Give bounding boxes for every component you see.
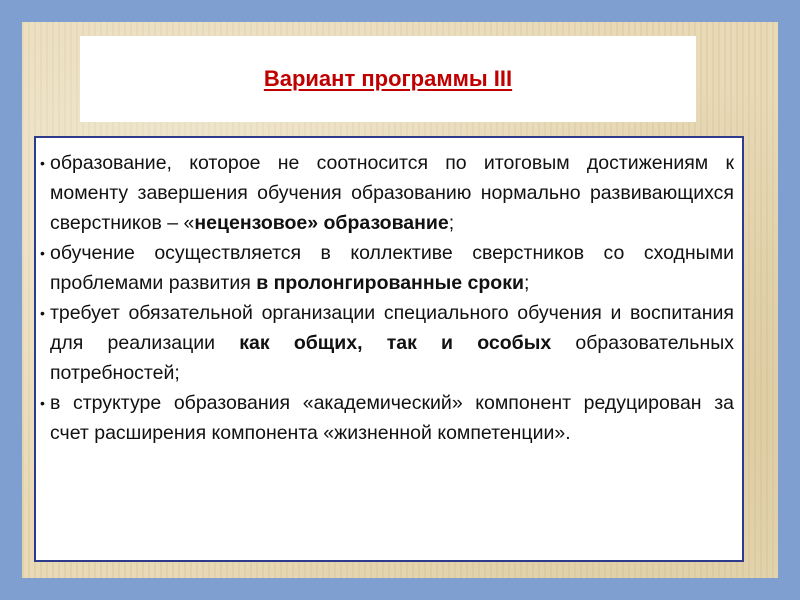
bullet-bold-text: в пролонгированные сроки — [256, 272, 524, 294]
title-box — [80, 36, 696, 122]
bullet-text: образование, которое не соотносится по итоговым достижениям к моменту завершения обучения образованию нормально развивающихся сверстников – « — [50, 152, 734, 234]
content-box — [34, 136, 744, 562]
bullet-bold-text: нецензовое» образование — [194, 212, 449, 234]
bullet-icon: • — [40, 245, 45, 261]
bullet-item-1 — [40, 148, 734, 238]
bullet-text: обучение осуществляется в коллективе сверстников со сходными проблемами развития — [50, 242, 734, 294]
slide-title: Вариант программы III — [263, 66, 513, 91]
bullet-icon: • — [40, 155, 45, 171]
bullet-item-3 — [40, 298, 734, 388]
bullet-text-end: образовательных потребностей; — [50, 332, 734, 384]
bullet-bold-text: как общих, так и особых — [239, 332, 552, 354]
bullet-icon: • — [40, 305, 45, 321]
bullet-item-2 — [40, 238, 734, 298]
bullet-icon: • — [40, 395, 45, 411]
bullet-text-end: ; — [523, 272, 530, 294]
bullet-text: в структуре образования «академический» компонент редуцирован за счет расширения компонента «жизненной компетенции». — [50, 392, 734, 444]
bullet-list — [40, 148, 734, 448]
bullet-item-4 — [40, 388, 734, 448]
bullet-text: требует обязательной организации специального обучения и воспитания для реализации — [50, 302, 734, 354]
bullet-text-end: ; — [448, 212, 455, 234]
